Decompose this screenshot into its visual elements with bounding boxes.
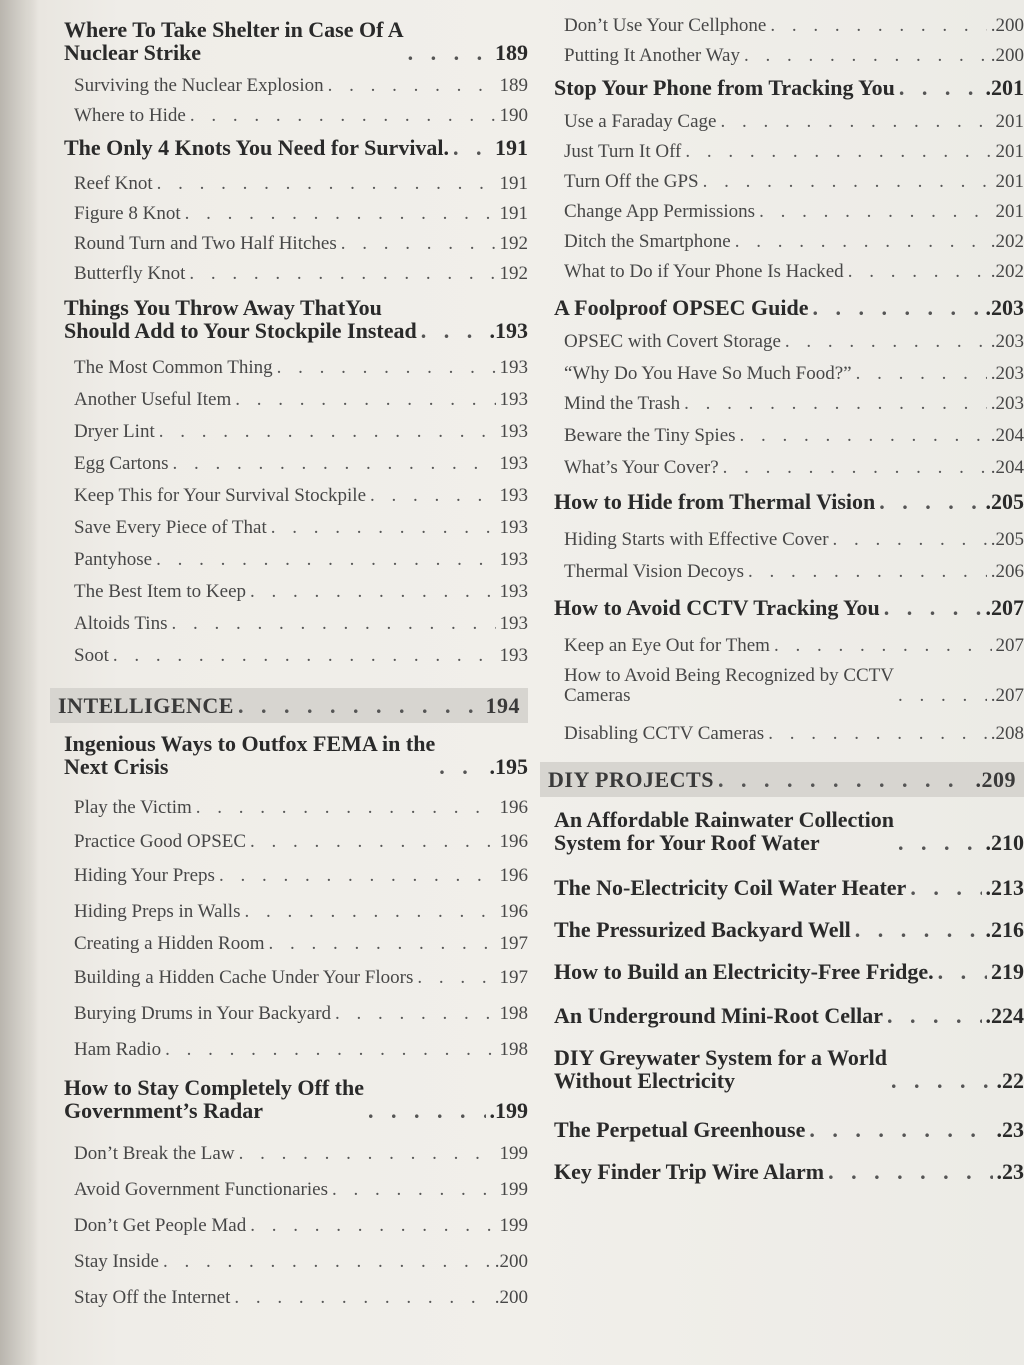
dot-leader bbox=[250, 1216, 495, 1236]
toc-entry-title-line: How to Build an Electricity-Free Fridge. bbox=[554, 959, 934, 984]
toc-entry-title: What’s Your Cover? bbox=[564, 457, 719, 478]
toc-entry-title: Surviving the Nuclear Explosion bbox=[74, 75, 324, 96]
dot-leader bbox=[723, 458, 987, 478]
toc-page-number: 191 bbox=[499, 173, 528, 194]
toc-entry-title: Ham Radio bbox=[74, 1039, 162, 1060]
toc-subentry bbox=[540, 232, 1024, 252]
toc-subentry bbox=[50, 1144, 528, 1164]
toc-subentry bbox=[50, 76, 528, 96]
dot-leader bbox=[898, 831, 982, 854]
dot-leader bbox=[898, 686, 987, 706]
toc-entry-title-line: Stop Your Phone from Tracking You bbox=[554, 75, 895, 100]
toc-page-number: 193 bbox=[499, 613, 528, 634]
toc-page-number: .210 bbox=[985, 830, 1024, 856]
toc-page-number: 197 bbox=[499, 967, 528, 988]
toc-entry-title-line: The No-Electricity Coil Water Heater bbox=[554, 875, 907, 900]
dot-leader bbox=[250, 582, 495, 602]
toc-entry-title: Change App Permissions bbox=[564, 201, 756, 222]
toc-entry-title-line: An Underground Mini-Root Cellar bbox=[554, 1003, 883, 1028]
toc-entry-title: Practice Good OPSEC bbox=[74, 831, 247, 852]
dot-leader bbox=[720, 112, 991, 132]
toc-subentry bbox=[50, 1040, 528, 1060]
toc-subentry bbox=[540, 46, 1024, 66]
toc-entry-title: Save Every Piece of That bbox=[74, 517, 267, 538]
toc-page-number: 193 bbox=[499, 549, 528, 570]
toc-entry-title: Stay Off the Internet bbox=[74, 1287, 231, 1308]
dot-leader bbox=[685, 142, 991, 162]
toc-page-number: .203 bbox=[990, 393, 1024, 414]
dot-leader bbox=[408, 41, 491, 64]
toc-page-number: 199 bbox=[499, 1143, 528, 1164]
toc-subentry bbox=[540, 666, 1024, 706]
toc-page-number: .205 bbox=[985, 489, 1024, 514]
toc-entry-title bbox=[554, 296, 808, 319]
toc-entry-title: Stay Inside bbox=[74, 1251, 159, 1272]
toc-chapter-entry bbox=[50, 732, 528, 778]
toc-entry-title: “Why Do You Have So Much Food?” bbox=[564, 363, 852, 384]
toc-page-number: 207 bbox=[995, 635, 1024, 656]
toc-subentry bbox=[50, 798, 528, 818]
dot-leader bbox=[785, 332, 987, 352]
toc-entry-title: Figure 8 Knot bbox=[74, 203, 181, 224]
toc-page-number: 201 bbox=[995, 111, 1024, 132]
toc-page-number: 196 bbox=[499, 901, 528, 922]
toc-page-number: .193 bbox=[489, 318, 528, 344]
toc-page-number: .22 bbox=[996, 1068, 1024, 1094]
dot-leader bbox=[277, 358, 496, 378]
toc-entry-title bbox=[64, 732, 435, 778]
toc-page-number: 193 bbox=[499, 581, 528, 602]
dot-leader bbox=[244, 902, 495, 922]
toc-subentry bbox=[540, 142, 1024, 162]
toc-entry-title-line: Cameras bbox=[564, 684, 631, 706]
dot-leader bbox=[159, 422, 496, 442]
toc-entry-title: Keep This for Your Survival Stockpile bbox=[74, 485, 367, 506]
dot-leader bbox=[748, 562, 987, 582]
dot-leader bbox=[744, 46, 987, 66]
dot-leader bbox=[332, 1180, 496, 1200]
dot-leader bbox=[335, 1004, 495, 1024]
toc-entry-title bbox=[554, 1004, 883, 1027]
toc-entry-title bbox=[554, 960, 934, 983]
toc-subentry bbox=[540, 636, 1024, 656]
toc-chapter-entry bbox=[50, 136, 528, 159]
toc-page-number: .209 bbox=[975, 767, 1016, 792]
toc-page-number: 198 bbox=[499, 1039, 528, 1060]
toc-entry-title-line: Key Finder Trip Wire Alarm bbox=[554, 1159, 825, 1184]
dot-leader bbox=[196, 798, 496, 818]
toc-entry-title-line: The Pressurized Backyard Well bbox=[554, 917, 851, 942]
toc-entry-title-line: Without Electricity bbox=[554, 1068, 736, 1094]
toc-entry-title bbox=[554, 918, 851, 941]
dot-leader bbox=[740, 426, 987, 446]
dot-leader bbox=[938, 960, 987, 983]
toc-entry-title bbox=[554, 490, 875, 513]
toc-page-number: 190 bbox=[499, 105, 528, 126]
dot-leader bbox=[163, 1252, 491, 1272]
dot-leader bbox=[703, 172, 992, 192]
toc-entry-title: Pantyhose bbox=[74, 549, 153, 570]
toc-entry-title: INTELLIGENCE bbox=[58, 693, 234, 718]
toc-entry-title: Mind the Trash bbox=[564, 393, 681, 414]
dot-leader bbox=[235, 390, 495, 410]
toc-chapter-entry bbox=[540, 76, 1024, 99]
dot-leader bbox=[812, 296, 981, 319]
toc-subentry bbox=[540, 562, 1024, 582]
toc-entry-title: Avoid Government Functionaries bbox=[74, 1179, 328, 1200]
dot-leader bbox=[421, 319, 486, 342]
toc-subentry bbox=[50, 106, 528, 126]
toc-entry-title: Just Turn It Off bbox=[564, 141, 682, 162]
toc-chapter-entry bbox=[50, 296, 528, 342]
dot-leader bbox=[735, 232, 987, 252]
toc-page-number: .208 bbox=[990, 723, 1024, 744]
toc-entry-title bbox=[554, 596, 880, 619]
toc-subentry bbox=[50, 866, 528, 886]
toc-entry-title-line: Should Add to Your Stockpile Instead bbox=[64, 318, 417, 344]
toc-subentry bbox=[50, 902, 528, 922]
toc-entry-title: DIY PROJECTS bbox=[548, 767, 714, 792]
toc-subentry bbox=[50, 358, 528, 378]
toc-page-number: .23 bbox=[996, 1117, 1024, 1142]
toc-subentry bbox=[50, 486, 528, 506]
dot-leader bbox=[239, 1144, 496, 1164]
toc-entry-title-line: A Foolproof OPSEC Guide bbox=[554, 295, 809, 320]
toc-chapter-entry bbox=[540, 1046, 1024, 1092]
toc-entry-title bbox=[554, 76, 895, 99]
dot-leader bbox=[171, 614, 495, 634]
dot-leader bbox=[453, 136, 491, 159]
toc-page-number: .200 bbox=[990, 45, 1024, 66]
toc-page-number: .202 bbox=[990, 231, 1024, 252]
toc-chapter-entry bbox=[540, 808, 1024, 854]
toc-entry-title-line: An Affordable Rainwater Collection bbox=[554, 807, 894, 832]
toc-entry-title: Putting It Another Way bbox=[564, 45, 740, 66]
toc-entry-title bbox=[64, 136, 449, 159]
toc-page-number: 193 bbox=[499, 645, 528, 666]
dot-leader bbox=[157, 174, 496, 194]
toc-subentry bbox=[540, 202, 1024, 222]
toc-page-number: .205 bbox=[990, 529, 1024, 550]
toc-page-number: 193 bbox=[499, 357, 528, 378]
toc-chapter-entry bbox=[540, 1118, 1024, 1141]
toc-entry-title: Don’t Use Your Cellphone bbox=[564, 15, 767, 36]
toc-page-number: .207 bbox=[990, 684, 1024, 706]
toc-page-number: 201 bbox=[995, 201, 1024, 222]
toc-entry-title: Altoids Tins bbox=[74, 613, 168, 634]
toc-page-number: .200 bbox=[494, 1251, 528, 1272]
toc-subentry bbox=[50, 934, 528, 954]
toc-entry-title: Another Useful Item bbox=[74, 389, 232, 410]
toc-page-number: .200 bbox=[494, 1287, 528, 1308]
toc-entry-title bbox=[554, 876, 906, 899]
toc-entry-title: Building a Hidden Cache Under Your Floors bbox=[74, 967, 414, 988]
dot-leader bbox=[234, 1288, 490, 1308]
toc-subentry bbox=[50, 264, 528, 284]
toc-chapter-entry bbox=[540, 596, 1024, 619]
toc-page-number: 193 bbox=[499, 485, 528, 506]
toc-subentry bbox=[540, 458, 1024, 478]
toc-entry-title-line: How to Avoid CCTV Tracking You bbox=[554, 595, 880, 620]
toc-entry-title-line: How to Hide from Thermal Vision bbox=[554, 489, 876, 514]
toc-page-number: .203 bbox=[990, 331, 1024, 352]
toc-chapter-entry bbox=[540, 918, 1024, 941]
toc-entry-title bbox=[554, 808, 894, 854]
toc-page-number: .206 bbox=[990, 561, 1024, 582]
toc-entry-title: Beware the Tiny Spies bbox=[564, 425, 736, 446]
toc-subentry bbox=[50, 968, 528, 988]
dot-leader bbox=[238, 694, 482, 717]
dot-leader bbox=[271, 518, 496, 538]
toc-entry-title: Dryer Lint bbox=[74, 421, 155, 442]
toc-subentry bbox=[540, 262, 1024, 282]
toc-entry-title bbox=[554, 1046, 887, 1092]
toc-entry-title: Keep an Eye Out for Them bbox=[564, 635, 770, 656]
toc-entry-title bbox=[554, 1160, 824, 1183]
toc-entry-title: Round Turn and Two Half Hitches bbox=[74, 233, 337, 254]
toc-entry-title-line: Where To Take Shelter in Case Of A bbox=[64, 17, 404, 42]
dot-leader bbox=[884, 596, 982, 619]
dot-leader bbox=[856, 364, 987, 384]
toc-page-number: .201 bbox=[985, 75, 1024, 100]
toc-entry-title: The Most Common Thing bbox=[74, 357, 273, 378]
toc-page-number: 201 bbox=[995, 171, 1024, 192]
toc-entry-title: Play the Victim bbox=[74, 797, 192, 818]
toc-page-number: .204 bbox=[990, 457, 1024, 478]
toc-page-number: .207 bbox=[985, 595, 1024, 620]
toc-entry-title: Creating a Hidden Room bbox=[74, 933, 265, 954]
toc-page-number: 193 bbox=[499, 389, 528, 410]
dot-leader bbox=[879, 490, 981, 513]
toc-page-number: 189 bbox=[499, 75, 528, 96]
toc-page-number: 191 bbox=[495, 135, 528, 160]
toc-page-number: .203 bbox=[990, 363, 1024, 384]
toc-subentry bbox=[50, 204, 528, 224]
toc-subentry bbox=[50, 582, 528, 602]
dot-leader bbox=[368, 1099, 485, 1122]
dot-leader bbox=[770, 16, 986, 36]
toc-entry-title: Butterfly Knot bbox=[74, 263, 186, 284]
toc-page-number: 194 bbox=[485, 693, 520, 718]
toc-page-number: .195 bbox=[489, 754, 528, 780]
toc-page-number: .202 bbox=[990, 261, 1024, 282]
dot-leader bbox=[768, 724, 987, 744]
toc-page-number: .204 bbox=[990, 425, 1024, 446]
toc-entry-title bbox=[64, 296, 417, 342]
toc-entry-title: Soot bbox=[74, 645, 109, 666]
toc-chapter-entry bbox=[50, 1076, 528, 1122]
toc-section-heading bbox=[540, 762, 1024, 797]
toc-chapter-entry bbox=[540, 960, 1024, 983]
toc-subentry bbox=[50, 614, 528, 634]
toc-entry-title-line: Next Crisis bbox=[64, 754, 169, 780]
toc-subentry bbox=[50, 174, 528, 194]
dot-leader bbox=[219, 866, 496, 886]
toc-subentry bbox=[50, 390, 528, 410]
toc-page-number: 197 bbox=[499, 933, 528, 954]
toc-entry-title: OPSEC with Covert Storage bbox=[564, 331, 781, 352]
toc-subentry bbox=[540, 364, 1024, 384]
toc-page-number: 201 bbox=[995, 141, 1024, 162]
toc-subentry bbox=[540, 16, 1024, 36]
toc-subentry bbox=[50, 518, 528, 538]
toc-entry-title: What to Do if Your Phone Is Hacked bbox=[564, 261, 844, 282]
toc-page-number: 198 bbox=[499, 1003, 528, 1024]
toc-entry-title-line: System for Your Roof Water bbox=[554, 830, 820, 856]
dot-leader bbox=[341, 234, 496, 254]
toc-chapter-entry bbox=[540, 1004, 1024, 1027]
toc-section-heading bbox=[50, 688, 528, 723]
toc-chapter-entry bbox=[540, 490, 1024, 513]
toc-subentry bbox=[50, 1216, 528, 1236]
dot-leader bbox=[370, 486, 495, 506]
dot-leader bbox=[718, 768, 972, 791]
toc-subentry bbox=[50, 832, 528, 852]
toc-subentry bbox=[50, 646, 528, 666]
toc-entry-title: Disabling CCTV Cameras bbox=[564, 723, 765, 744]
toc-chapter-entry bbox=[540, 296, 1024, 319]
toc-entry-title-line: How to Stay Completely Off the bbox=[64, 1075, 365, 1100]
dot-leader bbox=[417, 968, 495, 988]
toc-page-number: 196 bbox=[499, 865, 528, 886]
toc-entry-title-line: Nuclear Strike bbox=[64, 40, 202, 66]
toc-entry-title: Reef Knot bbox=[74, 173, 153, 194]
toc-page-number: 193 bbox=[499, 517, 528, 538]
toc-page-number: .224 bbox=[985, 1003, 1024, 1028]
dot-leader bbox=[165, 1040, 495, 1060]
toc-entry-title-line: Government’s Radar bbox=[64, 1098, 263, 1124]
page-gutter-shadow bbox=[0, 0, 38, 1365]
toc-entry-title bbox=[564, 666, 894, 706]
dot-leader bbox=[189, 264, 495, 284]
toc-entry-title: Hiding Your Preps bbox=[74, 865, 215, 886]
toc-entry-title: Turn Off the GPS bbox=[564, 171, 699, 192]
toc-subentry bbox=[540, 112, 1024, 132]
toc-page-number: 189 bbox=[495, 40, 528, 66]
dot-leader bbox=[190, 106, 496, 126]
toc-page-number: .216 bbox=[985, 917, 1024, 942]
dot-leader bbox=[759, 202, 991, 222]
toc-subentry bbox=[50, 1180, 528, 1200]
dot-leader bbox=[833, 530, 987, 550]
toc-page-number: 196 bbox=[499, 831, 528, 852]
dot-leader bbox=[439, 755, 485, 778]
toc-page-number: 192 bbox=[499, 263, 528, 284]
toc-page-number: .200 bbox=[990, 15, 1024, 36]
toc-page-number: 192 bbox=[499, 233, 528, 254]
toc-subentry bbox=[50, 1004, 528, 1024]
toc-page-number: .23 bbox=[996, 1159, 1024, 1184]
toc-entry-title bbox=[64, 18, 404, 64]
toc-page-number: .203 bbox=[985, 295, 1024, 320]
dot-leader bbox=[185, 204, 496, 224]
dot-leader bbox=[899, 76, 982, 99]
dot-leader bbox=[828, 1160, 992, 1183]
dot-leader bbox=[156, 550, 495, 570]
toc-page-number: 199 bbox=[499, 1179, 528, 1200]
toc-subentry bbox=[50, 454, 528, 474]
dot-leader bbox=[887, 1004, 982, 1027]
dot-leader bbox=[891, 1069, 992, 1092]
toc-subentry bbox=[540, 332, 1024, 352]
toc-page-number: 191 bbox=[499, 203, 528, 224]
dot-leader bbox=[910, 876, 981, 899]
toc-entry-title bbox=[64, 1076, 364, 1122]
dot-leader bbox=[250, 832, 495, 852]
toc-entry-title: Hiding Starts with Effective Cover bbox=[564, 529, 829, 550]
dot-leader bbox=[774, 636, 992, 656]
toc-entry-title: Use a Faraday Cage bbox=[564, 111, 717, 132]
toc-page-number: 193 bbox=[499, 421, 528, 442]
toc-subentry bbox=[50, 234, 528, 254]
dot-leader bbox=[809, 1118, 992, 1141]
toc-entry-title-line: Ingenious Ways to Outfox FEMA in the bbox=[64, 731, 436, 756]
toc-chapter-entry bbox=[540, 1160, 1024, 1183]
toc-entry-title: Don’t Break the Law bbox=[74, 1143, 235, 1164]
toc-entry-title-line: Things You Throw Away ThatYou bbox=[64, 295, 382, 320]
toc-subentry bbox=[540, 426, 1024, 446]
toc-page-number: .199 bbox=[489, 1098, 528, 1124]
dot-leader bbox=[684, 394, 987, 414]
dot-leader bbox=[328, 76, 496, 96]
toc-page-number: 199 bbox=[499, 1215, 528, 1236]
dot-leader bbox=[848, 262, 987, 282]
toc-entry-title: Egg Cartons bbox=[74, 453, 169, 474]
toc-chapter-entry bbox=[540, 876, 1024, 899]
toc-entry-title-line: How to Avoid Being Recognized by CCTV bbox=[564, 665, 895, 686]
toc-page-number: 193 bbox=[499, 453, 528, 474]
toc-subentry bbox=[50, 1252, 528, 1272]
toc-subentry bbox=[540, 530, 1024, 550]
toc-entry-title-line: DIY Greywater System for a World bbox=[554, 1045, 888, 1070]
toc-entry-title-line: The Perpetual Greenhouse bbox=[554, 1117, 806, 1142]
toc-page-number: 219 bbox=[991, 959, 1024, 984]
toc-subentry bbox=[50, 550, 528, 570]
toc-entry-title: The Best Item to Keep bbox=[74, 581, 247, 602]
dot-leader bbox=[113, 646, 496, 666]
toc-subentry bbox=[540, 724, 1024, 744]
toc-entry-title: Ditch the Smartphone bbox=[564, 231, 731, 252]
dot-leader bbox=[269, 934, 496, 954]
toc-subentry bbox=[50, 1288, 528, 1308]
toc-chapter-entry bbox=[50, 18, 528, 64]
toc-subentry bbox=[540, 172, 1024, 192]
toc-subentry bbox=[50, 422, 528, 442]
toc-page-number: 196 bbox=[499, 797, 528, 818]
toc-entry-title: Don’t Get People Mad bbox=[74, 1215, 247, 1236]
dot-leader bbox=[855, 918, 982, 941]
toc-entry-title: Burying Drums in Your Backyard bbox=[74, 1003, 332, 1024]
toc-page-number: .213 bbox=[985, 875, 1024, 900]
toc-entry-title: Where to Hide bbox=[74, 105, 186, 126]
dot-leader bbox=[172, 454, 495, 474]
toc-entry-title bbox=[554, 1118, 805, 1141]
toc-subentry bbox=[540, 394, 1024, 414]
toc-entry-title: Hiding Preps in Walls bbox=[74, 901, 241, 922]
toc-entry-title-line: The Only 4 Knots You Need for Survival. bbox=[64, 135, 450, 160]
toc-entry-title: Thermal Vision Decoys bbox=[564, 561, 745, 582]
